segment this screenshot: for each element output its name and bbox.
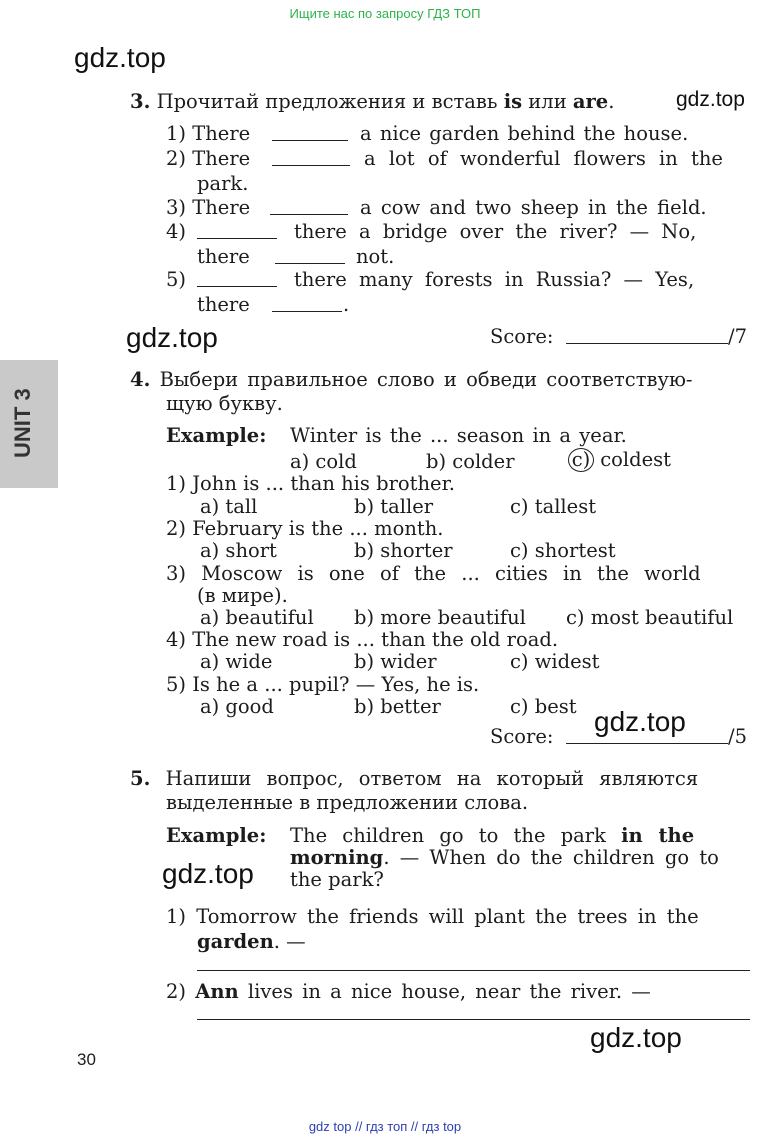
unit-label: UNIT 3 (10, 388, 35, 458)
answer-blank[interactable] (272, 311, 342, 312)
task3-item-3 (166, 196, 250, 219)
task5-item-2 (166, 980, 651, 1003)
answer-blank[interactable] (272, 140, 348, 141)
item-text: a nice garden behind the house. (360, 122, 689, 145)
task3-instr-or: или (522, 90, 573, 113)
item-number: 1) (166, 122, 187, 145)
task5-instruction (130, 767, 698, 790)
option-c[interactable]: c) tallest (510, 495, 597, 518)
circled-letter: c) (568, 448, 594, 472)
task3-instr-text: Прочитай предложения и вставь (156, 90, 504, 113)
item-text: Tomorrow the friends will plant the trees in the (196, 905, 699, 928)
task3-instr-is: is (503, 90, 523, 113)
option-b[interactable]: b) better (354, 695, 441, 718)
item-text: There (192, 196, 251, 219)
task3-instr-end: . (608, 90, 615, 113)
item-bold: Ann (195, 980, 239, 1003)
item-question: February is the ... month. (192, 517, 444, 540)
item-number: 2) (166, 980, 187, 1003)
example-bold: morning (290, 846, 384, 869)
option-b[interactable]: b) wider (354, 650, 437, 673)
option-b[interactable]: b) more beautiful (354, 606, 526, 629)
answer-blank[interactable] (272, 165, 350, 166)
item-question: The new road is ... than the old road. (192, 628, 559, 651)
option-c[interactable]: c) shortest (510, 539, 616, 562)
item-number: 4) (166, 628, 187, 651)
option-a[interactable]: a) beautiful (200, 606, 314, 629)
watermark: gdz.top (162, 858, 254, 889)
task4-instr-text: щую букву. (166, 392, 283, 415)
score-max: /7 (728, 325, 747, 348)
item-number: 1) (166, 472, 187, 495)
task4-item-3 (166, 562, 701, 585)
item-plain: lives in a nice house, near the river. — (238, 980, 651, 1003)
option-b[interactable]: b) taller (354, 495, 434, 518)
item-bold: garden (197, 930, 274, 953)
task4-item-5 (166, 673, 479, 696)
item-text: park. (197, 172, 249, 195)
item-text: there a bridge over the river? — No, (294, 220, 697, 243)
option-b[interactable]: b) shorter (354, 539, 453, 562)
option-a: a) cold (290, 450, 357, 473)
example-plain: . — When do the children go to (383, 846, 719, 869)
watermark: gdz.top (126, 322, 218, 353)
page-number: 30 (77, 1050, 96, 1069)
item-number: 5) (166, 673, 187, 696)
score-blank[interactable] (566, 743, 728, 744)
watermark: gdz.top (676, 88, 745, 111)
task3-instruction (130, 90, 614, 113)
item-number: 3) (166, 196, 187, 219)
option-a[interactable]: a) wide (200, 650, 273, 673)
option-b: b) colder (426, 450, 515, 473)
example-label: Example: (166, 824, 267, 847)
answer-blank[interactable] (275, 263, 345, 264)
item-text (197, 930, 306, 953)
task3-item-4-number: 4) (166, 220, 187, 243)
example-text: the park? (290, 868, 384, 891)
task3-item-2 (166, 147, 250, 170)
option-a[interactable]: a) short (200, 539, 277, 562)
option-c[interactable]: c) most beautiful (566, 606, 734, 629)
task5-item-1 (166, 905, 699, 928)
item-number: 2) (166, 517, 187, 540)
item-text: there (197, 293, 250, 316)
item-text: There (192, 122, 251, 145)
option-c[interactable]: c) widest (510, 650, 600, 673)
watermark: gdz.top (590, 1022, 682, 1053)
watermark: gdz.top (74, 42, 166, 73)
task4-item-1 (166, 472, 455, 495)
answer-line[interactable] (197, 970, 750, 971)
item-question: Is he a ... pupil? — Yes, he is. (192, 673, 480, 696)
task3-item-5-number: 5) (166, 268, 187, 291)
item-text: There (192, 147, 251, 170)
task4-item-2 (166, 517, 444, 540)
watermark: gdz.top (594, 706, 686, 737)
item-text: . (343, 293, 350, 316)
item-question: John is ... than his brother. (192, 472, 455, 495)
answer-blank[interactable] (197, 286, 277, 287)
task5-instr-text: выделенные в предложении слова. (166, 791, 529, 814)
score-label: Score: (490, 325, 554, 348)
task4-instr-text: Выбери правильное слово и обведи соответствую- (159, 368, 693, 391)
task5-instr-text: Напиши вопрос, ответом на который являются (165, 767, 699, 790)
task3-instr-are: are (572, 90, 609, 113)
item-text: there (197, 245, 250, 268)
option-c-circled (568, 448, 671, 472)
top-banner[interactable]: Ищите нас по запросу ГДЗ ТОП (289, 6, 481, 21)
example-label: Example: (166, 424, 267, 447)
option-c[interactable]: c) best (510, 695, 577, 718)
answer-blank[interactable] (270, 214, 348, 215)
score-blank[interactable] (566, 343, 728, 344)
task3-number: 3. (130, 90, 151, 113)
item-text: a cow and two sheep in the field. (360, 196, 707, 219)
score-max: /5 (728, 725, 747, 748)
item-number: 3) (166, 562, 187, 585)
task4-item-4 (166, 628, 558, 651)
answer-blank[interactable] (197, 238, 277, 239)
item-number: 2) (166, 147, 187, 170)
option-word: coldest (600, 448, 671, 471)
example-plain: The children go to the park (290, 824, 622, 847)
task4-instruction (130, 368, 693, 391)
task5-number: 5. (130, 767, 151, 790)
option-a[interactable]: a) tall (200, 495, 258, 518)
example-text (290, 824, 694, 847)
bottom-banner[interactable]: gdz top // гдз топ // гдз top (308, 1119, 462, 1134)
example-text (290, 846, 719, 869)
answer-line[interactable] (197, 1019, 750, 1020)
item-plain: . — (273, 930, 306, 953)
score-label: Score: (490, 725, 554, 748)
task3-item-1 (166, 122, 250, 145)
task4-number: 4. (130, 368, 151, 391)
item-number: 1) (166, 905, 187, 928)
item-question: Moscow is one of the ... cities in the world (201, 562, 701, 585)
option-a[interactable]: a) good (200, 695, 274, 718)
example-text: Winter is the ... season in a year. (290, 424, 627, 447)
item-text: there many forests in Russia? — Yes, (294, 268, 695, 291)
item-text: a lot of wonderful flowers in the (364, 147, 723, 170)
example-bold: in the (621, 824, 695, 847)
item-question: (в мире). (197, 584, 288, 607)
item-text: not. (356, 245, 395, 268)
